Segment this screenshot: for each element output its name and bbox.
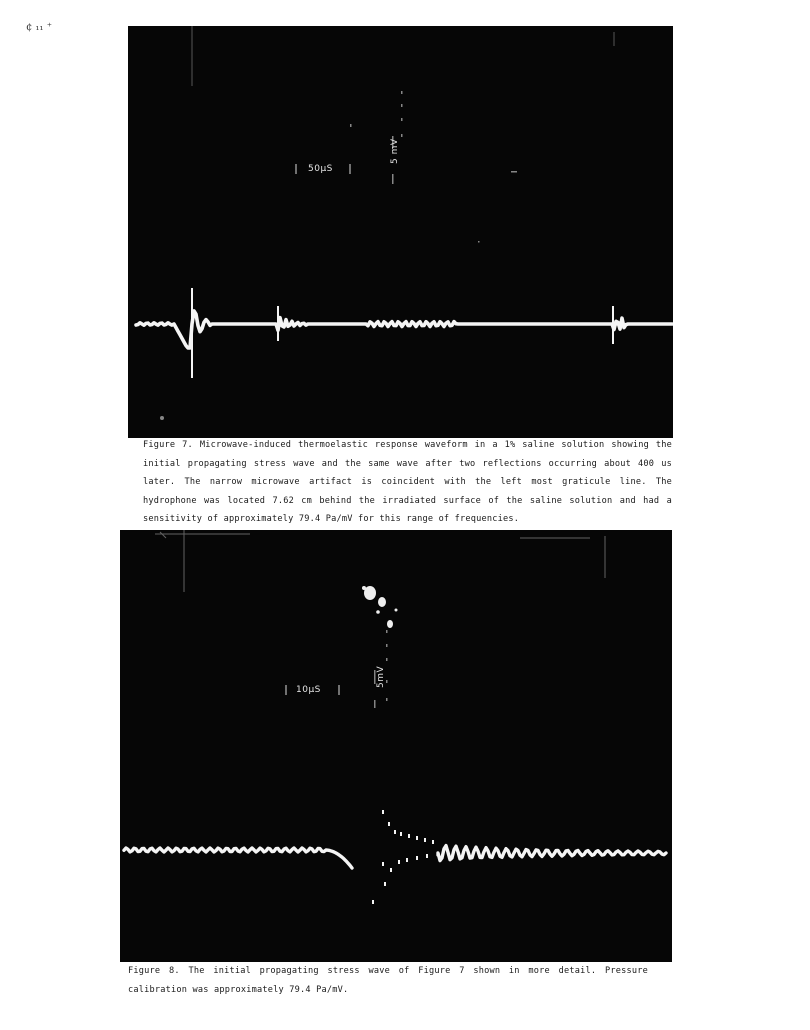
figure-8-time-scale: 10μS: [296, 685, 321, 695]
figure-7-trace-svg: [128, 26, 673, 438]
figure-8-oscillogram: [120, 530, 672, 962]
figure-8-caption: Figure 8. The initial propagating stress wave of Figure 7 shown in more detail. Pressure calibration was approximately 79.4 Pa/mV.: [128, 966, 648, 995]
page-corner-mark: ¢ ₁₁ ⁺: [26, 22, 53, 33]
figure-7-time-scale: 50μS: [308, 164, 333, 174]
figure-7-oscillogram: [128, 26, 673, 438]
figure-7-volt-scale: 5 mV: [390, 138, 400, 164]
figure-7-caption: Figure 7. Microwave-induced thermoelastic response waveform in a 1% saline solution showing the initial propagating stress wave and the same wave after two reflections occurring about 400 us later. The narrow microwave artifact is coincident with the left most graticule line. The hydrophone was located 7.62 cm behind the irradiated surface of the saline solution and had a sensitivity of approximately 79.4 Pa/mV for this range of frequencies.: [143, 440, 672, 524]
figure-8-trace-svg: [120, 530, 672, 962]
figure-8-volt-scale: 5mV: [376, 665, 386, 688]
